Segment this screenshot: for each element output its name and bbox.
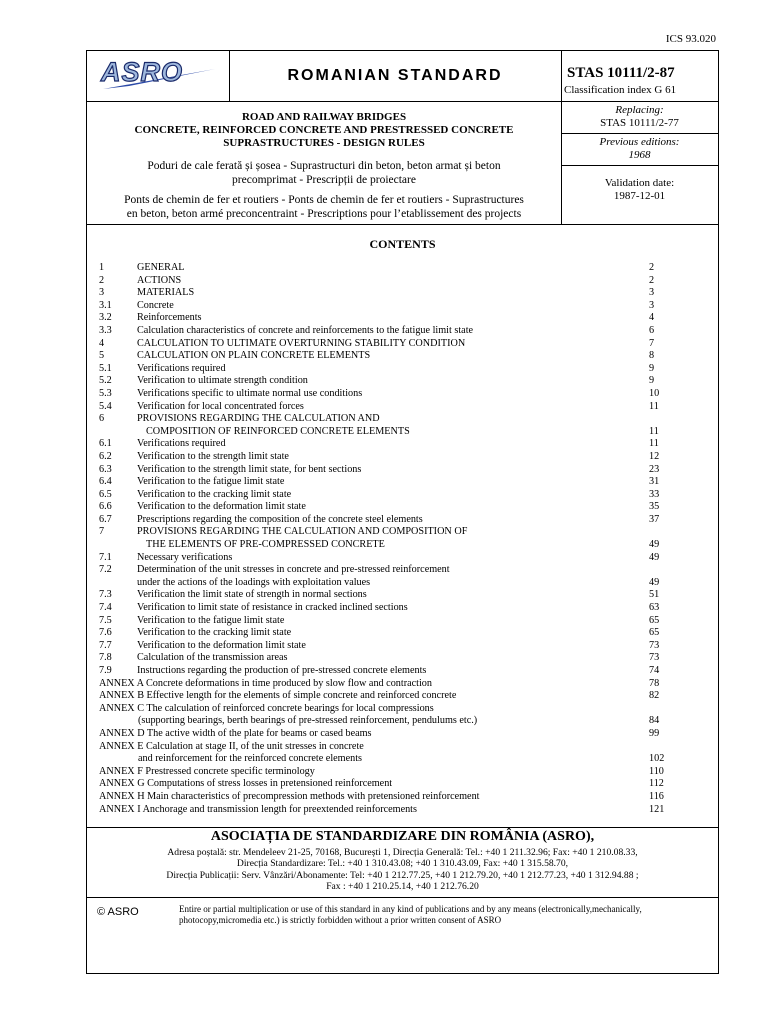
toc-entry bbox=[99, 275, 679, 288]
toc-section-number: 7.1 bbox=[99, 551, 112, 563]
toc-entry bbox=[99, 388, 679, 401]
toc-entry bbox=[99, 753, 679, 766]
toc-page-number: 63 bbox=[649, 602, 660, 614]
toc-section-number: 5 bbox=[99, 350, 105, 362]
toc-entry bbox=[99, 741, 679, 754]
toc-page-number: 9 bbox=[649, 362, 655, 374]
toc-section-title: Verification to the cracking limit state bbox=[137, 627, 292, 639]
toc-section-title: Calculation characteristics of concrete and reinforcements to the fatigue limit state bbox=[137, 324, 474, 336]
toc-section-title: PROVISIONS REGARDING THE CALCULATION AND COMPOSITION OF bbox=[137, 526, 468, 538]
toc-entry bbox=[99, 338, 679, 351]
toc-section-title: Verifications specific to ultimate normal use conditions bbox=[137, 387, 363, 399]
toc-entry bbox=[99, 287, 679, 300]
toc-entry bbox=[99, 678, 679, 691]
toc-section-number: 7.5 bbox=[99, 614, 112, 626]
toc-page-number: 10 bbox=[649, 387, 660, 399]
french-title-line: Ponts de chemin de fer et routiers - Ponts de chemin de fer et routiers - Suprastructures bbox=[124, 194, 524, 206]
toc-section-title: Verification to the cracking limit state bbox=[137, 488, 292, 500]
toc-entry bbox=[99, 564, 679, 577]
toc-section-number: 7.7 bbox=[99, 639, 112, 651]
classification-index: Classification index G 61 bbox=[564, 84, 677, 96]
toc-page-number: 31 bbox=[649, 476, 660, 488]
toc-section-title: GENERAL bbox=[137, 262, 185, 273]
toc-entry bbox=[99, 728, 679, 741]
title-cell bbox=[229, 51, 562, 101]
toc-entry bbox=[99, 464, 679, 477]
toc-entry bbox=[99, 325, 679, 338]
toc-section-number: 4 bbox=[99, 337, 105, 349]
toc-page-number: 112 bbox=[649, 778, 664, 790]
toc-page-number: 110 bbox=[649, 765, 664, 777]
toc-page-number: 65 bbox=[649, 614, 660, 626]
toc-section-title: ACTIONS bbox=[137, 274, 182, 286]
toc-section-title: Verification to the strength limit state, for bent sections bbox=[137, 463, 362, 475]
toc-entry bbox=[99, 413, 679, 426]
toc-entry bbox=[99, 690, 679, 703]
address-line: Direcția Standardizare: Tel.: +40 1 310.43.08; +40 1 310.43.09, Fax: +40 1 315.58.70, bbox=[236, 858, 569, 870]
toc-page-number: 78 bbox=[649, 677, 660, 689]
toc-entry bbox=[99, 778, 679, 791]
toc-entry bbox=[99, 426, 679, 439]
romanian-title-line: precomprimat - Prescripții de proiectare bbox=[232, 174, 416, 186]
toc-section-number: 6.2 bbox=[99, 450, 112, 462]
table-of-contents bbox=[99, 262, 679, 816]
toc-section-number: 7.9 bbox=[99, 665, 112, 676]
toc-section-number: 3.3 bbox=[99, 324, 112, 336]
toc-page-number: 3 bbox=[649, 299, 655, 311]
association-address bbox=[87, 847, 718, 893]
toc-page-number: 4 bbox=[649, 312, 655, 324]
validation-label: Validation date: bbox=[604, 177, 675, 189]
toc-section-title: Verification the limit state of strength in normal sections bbox=[137, 589, 367, 601]
toc-section-number: 5.1 bbox=[99, 362, 112, 374]
toc-section-title: CALCULATION TO ULTIMATE OVERTURNING STABILITY CONDITION bbox=[137, 337, 466, 349]
toc-section-title: Prescriptions regarding the composition of the concrete steel elements bbox=[137, 513, 423, 525]
toc-section-number: 5.3 bbox=[99, 387, 112, 399]
toc-section-title: Verification to the fatigue limit state bbox=[137, 476, 285, 488]
toc-section-number: 3 bbox=[99, 287, 105, 299]
toc-section-number: 7.8 bbox=[99, 652, 112, 664]
toc-section-title: ANNEX C The calculation of reinforced concrete bearings for local compressions bbox=[99, 702, 434, 714]
toc-page-number: 6 bbox=[649, 324, 655, 336]
toc-page-number: 11 bbox=[649, 425, 659, 437]
toc-section-title: Verification to the deformation limit state bbox=[137, 639, 306, 651]
toc-page-number: 65 bbox=[649, 627, 660, 639]
toc-section-number: 7.3 bbox=[99, 589, 112, 601]
toc-section-number: 6.1 bbox=[99, 438, 112, 450]
toc-page-number: 49 bbox=[649, 576, 660, 588]
toc-page-number: 7 bbox=[649, 337, 655, 349]
toc-section-number: 7.4 bbox=[99, 602, 112, 614]
toc-entry bbox=[99, 262, 679, 275]
toc-page-number: 49 bbox=[649, 539, 660, 551]
toc-entry bbox=[99, 539, 679, 552]
validation-date: 1987-12-01 bbox=[613, 190, 666, 202]
toc-entry bbox=[99, 375, 679, 388]
toc-entry bbox=[99, 350, 679, 363]
toc-section-number: 5.2 bbox=[99, 375, 112, 387]
romanian-title-line: Poduri de cale ferată și șosea - Suprastructuri din beton, beton armat și beton bbox=[147, 160, 501, 172]
toc-section-title: and reinforcement for the reinforced concrete elements bbox=[138, 753, 363, 765]
toc-entry bbox=[99, 766, 679, 779]
toc-entry bbox=[99, 652, 679, 665]
toc-section-title: Necessary verifications bbox=[137, 551, 233, 563]
french-title-line: en beton, beton armé preconcentraint - Prescriptions pour l’etablissement des projects bbox=[126, 208, 522, 220]
toc-section-number: 7 bbox=[99, 526, 105, 538]
subject-row bbox=[87, 101, 718, 225]
toc-section-number: 6.3 bbox=[99, 463, 112, 475]
toc-section-title: under the actions of the loadings with exploitation values bbox=[137, 576, 371, 588]
toc-section-title: PROVISIONS REGARDING THE CALCULATION AND bbox=[137, 413, 380, 425]
toc-section-title: THE ELEMENTS OF PRE-COMPRESSED CONCRETE bbox=[146, 539, 385, 551]
standard-number: STAS 10111/2-87 bbox=[567, 65, 675, 81]
toc-section-number: 3.2 bbox=[99, 312, 112, 324]
svg-text:ASRO: ASRO bbox=[101, 57, 184, 87]
toc-section-title: ANNEX G Computations of stress losses in pretensioned reinforcement bbox=[99, 778, 393, 790]
toc-entry bbox=[99, 703, 679, 716]
toc-page-number: 11 bbox=[649, 400, 659, 412]
toc-page-number: 121 bbox=[649, 803, 665, 815]
toc-section-number: 7.2 bbox=[99, 564, 112, 576]
toc-page-number: 82 bbox=[649, 690, 660, 702]
toc-entry bbox=[99, 501, 679, 514]
toc-page-number: 23 bbox=[649, 463, 660, 475]
toc-section-title: Reinforcements bbox=[137, 312, 202, 324]
toc-page-number: 74 bbox=[649, 665, 660, 676]
toc-page-number: 11 bbox=[649, 438, 659, 450]
toc-page-number: 73 bbox=[649, 639, 660, 651]
toc-page-number: 99 bbox=[649, 727, 660, 739]
toc-page-number: 12 bbox=[649, 450, 660, 462]
romanian-title bbox=[97, 159, 551, 187]
toc-page-number: 102 bbox=[649, 753, 665, 765]
toc-section-number: 3.1 bbox=[99, 299, 112, 311]
subject-titles bbox=[87, 101, 562, 224]
toc-entry bbox=[99, 627, 679, 640]
english-title-line: CONCRETE, REINFORCED CONCRETE AND PRESTRESSED CONCRETE bbox=[134, 124, 514, 136]
toc-section-number: 1 bbox=[99, 262, 105, 273]
toc-entry bbox=[99, 300, 679, 313]
edition-info bbox=[561, 101, 718, 224]
toc-entry bbox=[99, 312, 679, 325]
toc-entry bbox=[99, 589, 679, 602]
toc-entry bbox=[99, 715, 679, 728]
toc-page-number: 9 bbox=[649, 375, 655, 387]
toc-section-number: 6.7 bbox=[99, 513, 112, 525]
toc-section-title: ANNEX D The active width of the plate for beams or cased beams bbox=[99, 727, 372, 739]
toc-section-title: ANNEX H Main characteristics of precompression methods with pretensioned reinforcement bbox=[99, 790, 480, 802]
english-title-line: ROAD AND RAILWAY BRIDGES bbox=[241, 111, 407, 123]
toc-entry bbox=[99, 451, 679, 464]
toc-entry bbox=[99, 804, 679, 817]
toc-page-number: 73 bbox=[649, 652, 660, 664]
toc-entry bbox=[99, 476, 679, 489]
standard-id-cell bbox=[561, 51, 718, 101]
toc-section-title: ANNEX F Prestressed concrete specific terminology bbox=[99, 765, 315, 777]
toc-section-number: 6.4 bbox=[99, 476, 112, 488]
replacing-label: Replacing: bbox=[615, 104, 664, 116]
toc-section-title: Concrete bbox=[137, 299, 174, 311]
toc-section-title: Verifications required bbox=[137, 438, 226, 450]
toc-section-title: ANNEX A Concrete deformations in time produced by slow flow and contraction bbox=[99, 677, 432, 689]
toc-section-title: Verification to limit state of resistance in cracked inclined sections bbox=[137, 602, 408, 614]
toc-entry bbox=[99, 401, 679, 414]
toc-entry bbox=[99, 489, 679, 502]
toc-section-title: Verifications required bbox=[137, 362, 226, 374]
toc-section-title: COMPOSITION OF REINFORCED CONCRETE ELEMENTS bbox=[146, 425, 410, 437]
french-title bbox=[87, 193, 561, 221]
footer-divider bbox=[87, 897, 718, 898]
toc-section-title: (supporting bearings, berth bearings of pre-stressed reinforcement, pendulums etc.) bbox=[138, 715, 478, 727]
toc-section-title: CALCULATION ON PLAIN CONCRETE ELEMENTS bbox=[137, 350, 371, 362]
toc-section-title: Verification to ultimate strength condition bbox=[137, 375, 308, 387]
toc-page-number: 8 bbox=[649, 350, 655, 362]
toc-page-number: 2 bbox=[649, 262, 655, 273]
toc-entry bbox=[99, 363, 679, 376]
header-row bbox=[87, 51, 718, 102]
toc-page-number: 37 bbox=[649, 513, 660, 525]
toc-entry bbox=[99, 438, 679, 451]
previous-editions-value: 1968 bbox=[628, 149, 651, 161]
toc-section-title: ANNEX B Effective length for the elements of simple concrete and reinforced concrete bbox=[99, 690, 457, 702]
asro-logo bbox=[87, 51, 229, 101]
toc-entry bbox=[99, 640, 679, 653]
logo-cell bbox=[87, 51, 230, 101]
toc-section-title: Verification to the strength limit state bbox=[137, 450, 289, 462]
toc-section-title: ANNEX E Calculation at stage II, of the unit stresses in concrete bbox=[99, 740, 364, 752]
toc-entry bbox=[99, 577, 679, 590]
toc-page-number: 2 bbox=[649, 274, 655, 286]
toc-section-number: 6 bbox=[99, 413, 105, 425]
toc-entry bbox=[99, 526, 679, 539]
toc-entry bbox=[99, 791, 679, 804]
english-title-line: SUPRASTRUCTURES - DESIGN RULES bbox=[223, 137, 425, 149]
toc-page-number: 49 bbox=[649, 551, 660, 563]
toc-entry bbox=[99, 602, 679, 615]
association-name: ASOCIAȚIA DE STANDARDIZARE DIN ROMÂNIA (ASRO), bbox=[210, 829, 595, 844]
replacing-value: STAS 10111/2-77 bbox=[600, 117, 679, 129]
toc-section-title: MATERIALS bbox=[137, 287, 195, 299]
previous-editions-box bbox=[561, 133, 718, 166]
validation-box bbox=[561, 177, 718, 203]
toc-entry bbox=[99, 514, 679, 527]
toc-section-title: Instructions regarding the production of pre-stressed concrete elements bbox=[137, 665, 427, 676]
standard-cover-page bbox=[86, 50, 719, 974]
toc-page-number: 51 bbox=[649, 589, 660, 601]
toc-entry bbox=[99, 615, 679, 628]
toc-page-number: 3 bbox=[649, 287, 655, 299]
document-type-title: ROMANIAN STANDARD bbox=[287, 67, 503, 84]
toc-page-number: 33 bbox=[649, 488, 660, 500]
toc-entry bbox=[99, 665, 679, 678]
toc-page-number: 116 bbox=[649, 790, 664, 802]
previous-editions-label: Previous editions: bbox=[599, 136, 680, 148]
toc-section-number: 7.6 bbox=[99, 627, 112, 639]
toc-section-title: ANNEX I Anchorage and transmission length for preextended reinforcements bbox=[99, 803, 417, 815]
toc-section-title: Verification to the fatigue limit state bbox=[137, 614, 285, 626]
address-line: Fax : +40 1 210.25.14, +40 1 212.76.20 bbox=[326, 881, 479, 893]
toc-section-number: 2 bbox=[99, 274, 105, 286]
toc-section-title: Calculation of the transmission areas bbox=[137, 652, 288, 664]
replacing-box bbox=[561, 101, 718, 134]
copyright-notice: © ASRO bbox=[97, 906, 139, 918]
rights-statement: Entire or partial multiplication or use of this standard in any kind of publications and by any means (electronically,mechanically, photocopy,micromedia etc.) is strictly forbidden without a prior written consent of ASRO bbox=[179, 904, 642, 925]
footer-divider bbox=[87, 827, 718, 828]
toc-section-title: Verification to the deformation limit state bbox=[137, 501, 306, 513]
toc-section-title: Verification for local concentrated forces bbox=[137, 400, 304, 412]
toc-entry bbox=[99, 552, 679, 565]
toc-section-number: 6.6 bbox=[99, 501, 112, 513]
contents-heading: CONTENTS bbox=[369, 237, 436, 251]
toc-section-number: 6.5 bbox=[99, 488, 112, 500]
english-title bbox=[87, 111, 561, 150]
address-line: Direcția Publicații: Serv. Vânzări/Abonamente: Tel: +40 1 212.77.25, +40 1 212.79.20, +40 1 212.77.23, +40 1 312.94.88 ; bbox=[166, 869, 639, 881]
toc-page-number: 84 bbox=[649, 715, 660, 727]
toc-section-number: 5.4 bbox=[99, 400, 112, 412]
toc-page-number: 35 bbox=[649, 501, 660, 513]
toc-section-title: Determination of the unit stresses in concrete and pre-stressed reinforcement bbox=[137, 564, 450, 576]
address-line: Adresa poștală: str. Mendeleev 21-25, 70168, București 1, Direcția Generală: Tel.: +40 1 211.32.96; Fax: +40 1 210.08.33, bbox=[167, 847, 638, 858]
ics-code: ICS 93.020 bbox=[665, 33, 716, 45]
